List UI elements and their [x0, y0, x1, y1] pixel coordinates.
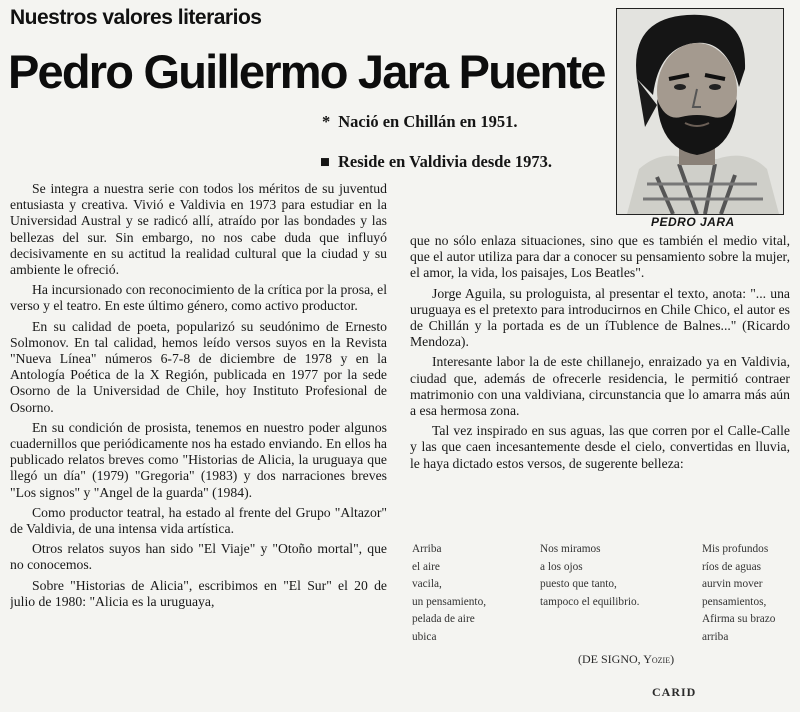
poem-source: (DE SIGNO, Yozie)	[578, 652, 675, 666]
poem-line: pensamientos,	[702, 595, 767, 608]
body-paragraph: Se integra a nuestra serie con todos los méritos de su juventud entusiasta y creativa. Vivió e Valdivia en 1973 para estudiar en la Universidad Austral y se radicó allí, atraído por las bondades y las bellezas del sur. Sin embargo, no nos cabe duda que influyó decisivamente en su actitud la realidad cultural que la ciudad y su ambiente le ofreció.	[10, 181, 387, 278]
article-headline: Pedro Guillermo Jara Puente	[8, 45, 605, 98]
body-paragraph: Tal vez inspirado en sus aguas, las que corren por el Calle-Calle y las que caen incesantemente desde el cielo, convertidas en lluvia, le haya dictado estos versos, de sugerente belleza:	[410, 423, 790, 471]
poem-line: tampoco el equilibrio.	[540, 595, 640, 608]
fact-residence	[320, 152, 552, 172]
poem-line: el aire	[412, 560, 440, 573]
portrait-illustration	[617, 9, 783, 214]
poem-stanza-2	[540, 541, 639, 611]
body-paragraph: Interesante labor la de este chillanejo, enraizado ya en Valdivia, ciudad que, además de ofrecerle residencia, le permitió contraer matrimonio con una valdiviana, circunstancia que lo amarra más aún a esa hermosa zona.	[410, 354, 790, 419]
poem-line: un pensamiento,	[412, 595, 487, 608]
poem-stanza-3	[702, 541, 775, 646]
fact-bullet: ■	[320, 152, 330, 171]
body-paragraph: Sobre "Historias de Alicia", escribimos en "El Sur" el 20 de julio de 1980: "Alicia es la uruguaya,	[10, 577, 387, 609]
poem-line: Arriba	[412, 543, 442, 555]
fact-birth	[322, 112, 517, 132]
poem-stanza-1	[412, 541, 486, 646]
body-paragraph: En su condición de prosista, tenemos en nuestro poder algunos cuadernillos que periódicamente nos ha estado enviando. En ellos ha publicado relatos breves como "Historias de Alicia, la uruguaya que llegó un día" (1979) "Gregoria" (1983) y dos narraciones breves "Los signos" y "Angel de la guarda" (1984).	[10, 419, 387, 500]
article-byline: CARID	[652, 685, 697, 699]
poem-line: arriba	[702, 630, 729, 643]
poem-line: puesto que tanto,	[540, 578, 617, 590]
body-paragraph: Como productor teatral, ha estado al frente del Grupo "Altazor" de Valdivia, de una intensa vida artística.	[10, 504, 387, 537]
poem-line: pelada de aire	[412, 613, 475, 625]
photo-caption: PEDRO JARA	[651, 215, 735, 229]
poem-line: Mis profundos	[702, 543, 769, 555]
body-paragraph: que no sólo enlaza situaciones, sino que es también el medio vital, que el autor utiliza para dar a conocer su pensamiento sobre la mujer, el amor, la vida, los paisajes, Los Beatles".	[410, 233, 790, 281]
fact-text: Nació en Chillán en 1951.	[338, 112, 518, 131]
article-column-left	[10, 181, 387, 705]
body-paragraph: Ha incursionado con reconocimiento de la crítica por la prosa, el verso y el teatro. En este último género, como activo productor.	[10, 282, 387, 314]
poem-line: ubica	[412, 630, 437, 643]
article-column-right	[410, 233, 790, 545]
body-paragraph: Jorge Aguila, su prologuista, al presentar el texto, anota: "... una uruguaya es el pretexto para introducirnos en Chile Chico, el autor es de Chillán y la portada es de un íTublence de Balnes..." (Ricardo Mendoza).	[410, 285, 790, 350]
author-portrait-photo	[616, 8, 784, 215]
section-kicker: Nuestros valores literarios	[10, 6, 262, 29]
poem-line: ríos de aguas	[702, 560, 761, 573]
fact-bullet: *	[322, 112, 331, 131]
fact-text: Reside en Valdivia desde 1973.	[337, 152, 553, 171]
poem-line: a los ojos	[540, 560, 583, 573]
poem-line: aurvin mover	[702, 578, 763, 590]
body-paragraph: Otros relatos suyos han sido "El Viaje" y "Otoño mortal", que no conocemos.	[10, 541, 387, 573]
poem-line: Nos miramos	[540, 543, 601, 555]
poem-line: vacila,	[412, 578, 442, 590]
body-paragraph: En su calidad de poeta, popularizó su seudónimo de Ernesto Solmonov. En tal calidad, hemos leído versos suyos en la Revista "Nueva Línea" números 6-7-8 de diciembre de 1978 y en la Antología Poética de la X Región, publicada en 1977 por la sede Osorno de la Universidad de Chile, hoy Instituto Profesional de Osorno.	[10, 318, 387, 415]
poem-line: Afirma su brazo	[702, 613, 776, 625]
